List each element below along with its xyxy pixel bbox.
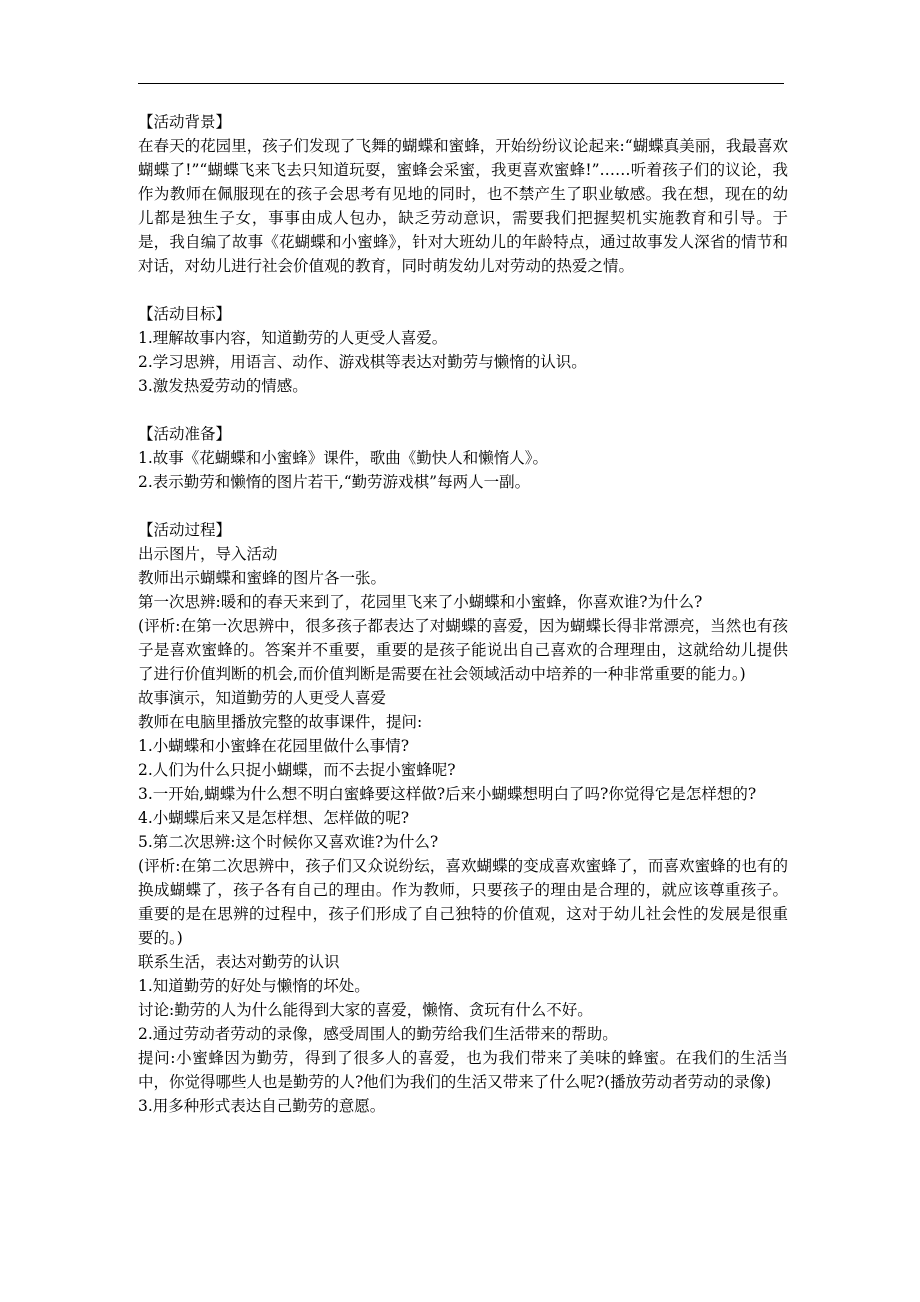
goal-item: 2.学习思辨，用语言、动作、游戏棋等表达对勤劳与懒惰的认识。 [138, 353, 587, 371]
header-rule [138, 83, 784, 84]
section-gap [138, 278, 788, 302]
section-gap [138, 494, 788, 518]
process-line: 3.用多种形式表达自己勤劳的意愿。 [138, 1097, 386, 1115]
process-commentary: (评析:在第二次思辨中，孩子们又众说纷纭，喜欢蝴蝶的变成喜欢蜜蜂了，而喜欢蜜蜂的也有的换成蝴蝶了，孩子各有自己的理由。作为教师，只要孩子的理由是合理的，就应该尊重孩子。重要的是在思辨的过程中，孩子们形成了自己独特的价值观，这对于幼儿社会性的发展是很重要的。) [138, 857, 788, 947]
preparation-item: 2.表示勤劳和懒惰的图片若干,“勤劳游戏棋”每两人一副。 [138, 473, 531, 491]
process-step-title: 故事演示，知道勤劳的人更受人喜爱 [138, 689, 387, 707]
goal-item: 3.激发热爱劳动的情感。 [138, 377, 308, 395]
goals-heading: 【活动目标】 [138, 305, 232, 323]
process-question: 5.第二次思辨:这个时候你又喜欢谁?为什么? [138, 833, 439, 851]
process-question: 4.小蝴蝶后来又是怎样想、怎样做的呢? [138, 809, 410, 827]
process-line: 讨论:勤劳的人为什么能得到大家的喜爱，懒惰、贪玩有什么不好。 [138, 1001, 593, 1019]
process-line: 教师出示蝴蝶和蜜蜂的图片各一张。 [138, 569, 387, 587]
document-body [138, 110, 788, 1118]
process-line: 1.知道勤劳的好处与懒惰的坏处。 [138, 977, 370, 995]
process-step-title: 联系生活，表达对勤劳的认识 [138, 953, 340, 971]
process-step-title: 出示图片，导入活动 [138, 545, 278, 563]
section-gap [138, 398, 788, 422]
background-heading: 【活动背景】 [138, 113, 232, 131]
process-line: 提问:小蜜蜂因为勤劳，得到了很多人的喜爱，也为我们带来了美味的蜂蜜。在我们的生活当中，你觉得哪些人也是勤劳的人?他们为我们的生活又带来了什么呢?(播放劳动者劳动的录像) [138, 1049, 788, 1091]
preparation-item: 1.故事《花蝴蝶和小蜜蜂》课件，歌曲《勤快人和懒惰人》。 [138, 449, 549, 467]
process-line: 第一次思辨:暖和的春天来到了，花园里飞来了小蝴蝶和小蜜蜂，你喜欢谁?为什么? [138, 593, 703, 611]
process-question: 1.小蝴蝶和小蜜蜂在花园里做什么事情? [138, 737, 410, 755]
process-question: 2.人们为什么只捉小蝴蝶，而不去捉小蜜蜂呢? [138, 761, 456, 779]
process-line: 2.通过劳动者劳动的录像，感受周围人的勤劳给我们生活带来的帮助。 [138, 1025, 618, 1043]
process-heading: 【活动过程】 [138, 521, 232, 539]
preparation-heading: 【活动准备】 [138, 425, 232, 443]
process-question: 3.一开始,蝴蝶为什么想不明白蜜蜂要这样做?后来小蝴蝶想明白了吗?你觉得它是怎样想的? [138, 785, 757, 803]
process-commentary: (评析:在第一次思辨中，很多孩子都表达了对蝴蝶的喜爱，因为蝴蝶长得非常漂亮，当然也有孩子是喜欢蜜蜂的。答案并不重要，重要的是孩子能说出自己喜欢的合理理由，这就给幼儿提供了进行价值判断的机会,而价值判断是需要在社会领域活动中培养的一种非常重要的能力。) [138, 617, 788, 683]
goal-item: 1.理解故事内容，知道勤劳的人更受人喜爱。 [138, 329, 448, 347]
background-paragraph: 在春天的花园里，孩子们发现了飞舞的蝴蝶和蜜蜂，开始纷纷议论起来:“蝴蝶真美丽，我最喜欢蝴蝶了!”“蝴蝶飞来飞去只知道玩耍，蜜蜂会采蜜，我更喜欢蜜蜂!”……听着孩子们的议论，我作为教师在佩服现在的孩子会思考有见地的同时，也不禁产生了职业敏感。我在想，现在的幼儿都是独生子女，事事由成人包办，缺乏劳动意识，需要我们把握契机实施教育和引导。于是，我自编了故事《花蝴蝶和小蜜蜂》，针对大班幼儿的年龄特点，通过故事发人深省的情节和对话，对幼儿进行社会价值观的教育，同时萌发幼儿对劳动的热爱之情。 [138, 137, 788, 275]
process-line: 教师在电脑里播放完整的故事课件，提问: [138, 713, 423, 731]
